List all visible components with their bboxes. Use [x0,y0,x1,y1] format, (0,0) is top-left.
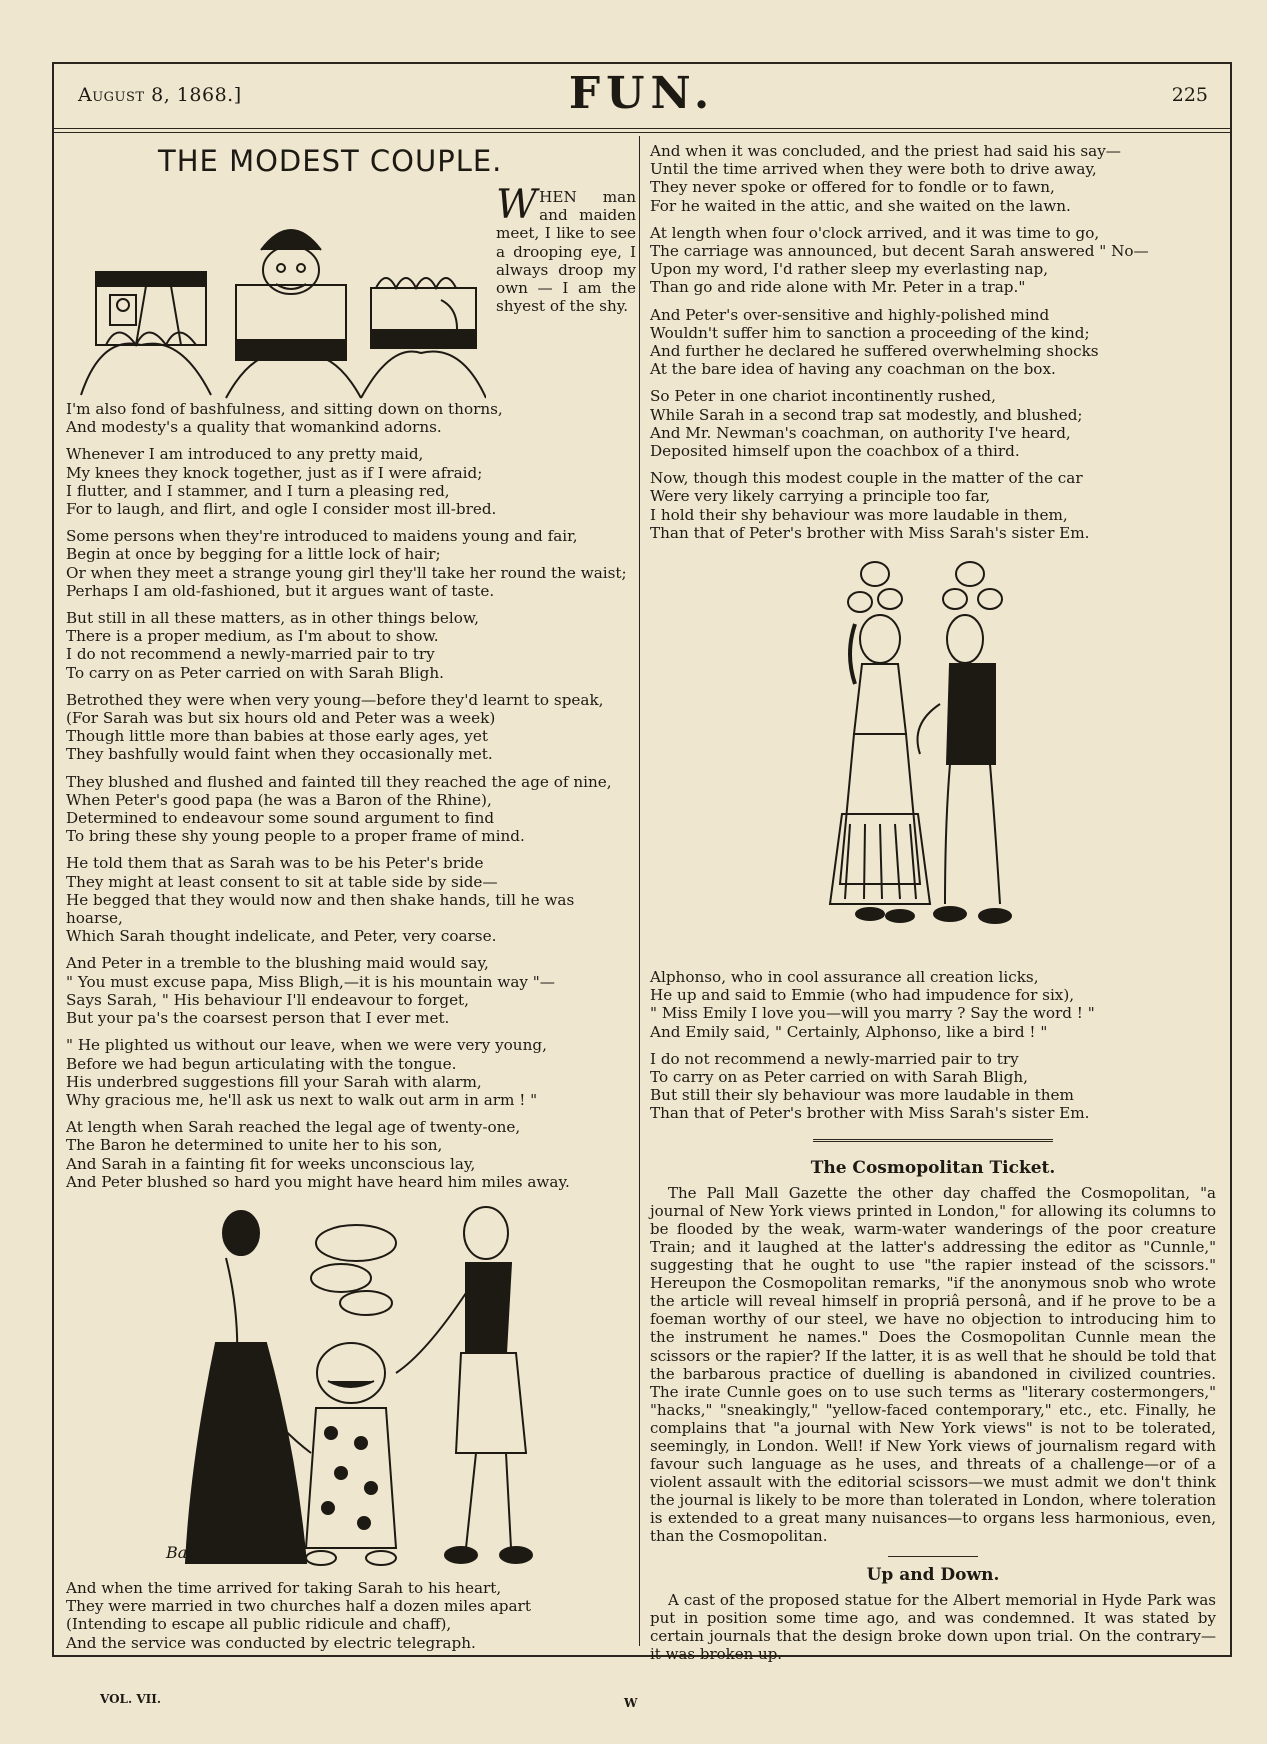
header-rule [52,128,1232,129]
stanza: He told them that as Sarah was to be his Peter's bride They might at least consent to sit at table side by side— He begged that they would now and then shake hands, till he was hoarse, Which Sarah thought indelicate, and Peter, very coarse. [66,854,575,946]
header-rule-2 [52,132,1232,133]
issue-date: August 8, 1868.] [78,84,242,106]
left-column [66,142,636,1652]
article-body: A cast of the proposed statue for the Albert memorial in Hyde Park was put in position some time ago, and was condemned. It was stated by certain journals that the design broke down upon trial. On the contrary—it was broken up. [650,1590,1216,1663]
stanza: Some persons when they're introduced to maidens young and fair, Begin at once by begging for a little lock of hair; Or when they meet a strange young girl they'll take her round the waist; Perhaps I am old-fashioned, but it argues want of taste. [66,527,627,600]
page-header [52,62,1232,126]
three-figures-illustration [76,200,486,400]
stanza: " He plighted us without our leave, when we were very young, Before we had begun articulating with the tongue. His underbred suggestions fill your Sarah with alarm, Why gracious me, he'll ask us next to walk out arm in arm ! " [66,1036,547,1109]
stanza: Betrothed they were when very young—before they'd learnt to speak, (For Sarah was but six hours old and Peter was a week) Though little more than babies at those early ages, yet They bashfully would faint when they occasionally met. [66,690,604,764]
poem-intro-text [496,182,636,316]
poem-title: THE MODEST COUPLE. [158,144,503,178]
stanza: And Peter in a tremble to the blushing maid would say, " You must excuse papa, Miss Bligh,—it is his mountain way "— Says Sarah, " His behaviour I'll endeavour to forget, But your pa's the coarsest person that I ever met. [66,954,555,1028]
stanza: Now, though this modest couple in the matter of the car Were very likely carrying a principle too far, I hold their shy behaviour was more laudable in them, Than that of Peter's brother with Miss Sarah's sister Em. [650,469,1090,542]
stanza: I'm also fond of bashfulness, and sitting down on thorns, And modesty's a quality that womankind adorns. [66,400,503,437]
stanza: They blushed and flushed and fainted till they reached the age of nine, When Peter's good papa (he was a Baron of the Rhine), Determined to endeavour some sound argument to find To bring these shy young people to a proper frame of mind. [66,772,612,846]
stanza: And Peter's over-sensitive and highly-polished mind Wouldn't suffer him to sanction a proceeding of the kind; And further he declared he suffered overwhelming shocks At the bare idea of having any coachman on the box. [650,305,1099,379]
stanza: And when it was concluded, and the priest had said his say— Until the time arrived when they were both to drive away, They never spoke or offered for to fondle or to fawn, For he waited in the attic, and she waited on the lawn. [650,142,1121,215]
wedding-trio-illustration [66,1203,632,1575]
section-divider [813,1139,1053,1144]
article-title: Up and Down. [866,1564,1000,1585]
dropcap: W [496,182,538,228]
article-body: The Pall Mall Gazette the other day chaffed the Cosmopolitan, "a journal of New York views printed in London," for allowing its columns to be flooded by the weak, warm-water wanderings of the poor creature Train; and it laughed at the latter's addressing the editor as "Cunnle," suggesting that he ought to use "the rapier instead of the scissors." Hereupon the Cosmopolitan remarks, "if the anonymous snob who wrote the article will reveal himself in propriâ personâ, and if he prove to be a foeman worthy of our steel, we have no objection to introducing him to the instrument he names." Does the Cosmopolitan Cunnle mean the scissors or the rapier? If the latter, it is as well that he should be told that the barbarous practice of duelling is abandoned in civilized countries. The irate Cunnle goes on to use such terms as "literary costermongers," "hacks," "sneakingly," "yellow-faced contemporary," etc., etc. Finally, he complains that "a journal with New York views" is not to be tolerated, seemingly, in London. Well! if New York views of journalism regard with favour such language as he uses, and threats of a challenge—or of a violent assault with the editorial scissors—we must admit we don't think the journal is likely to be more than tolerated in London, where toleration is extended to a great many nuisances—to organs less harmonious, even, than the Cosmopolitan. [650,1183,1216,1546]
right-column [650,142,1216,1663]
artist-signature: Bab [166,1542,198,1562]
stanza: But still in all these matters, as in other things below, There is a proper medium, as I'm about to show. I do not recommend a newly-married pair to try To carry on as Peter carried on with Sarah Bligh. [66,609,479,682]
column-divider [639,136,640,1646]
stanza: So Peter in one chariot incontinently rushed, While Sarah in a second trap sat modestly, and blushed; And Mr. Newman's coachman, on authority I've heard, Deposited himself upon the coachbox of a third. [650,387,1083,461]
stanza: Whenever I am introduced to any pretty maid, My knees they knock together, just as if I were afraid; I flutter, and I stammer, and I turn a pleasing red, For to laugh, and flirt, and ogle I consider most ill-bred. [66,445,497,519]
couple-illustration [650,554,1216,958]
article-title: The Cosmopolitan Ticket. [810,1157,1056,1178]
page-number: 225 [1171,84,1208,106]
stanza: At length when four o'clock arrived, and it was time to go, The carriage was announced, but decent Sarah answered " No— Upon my word, I'd rather sleep my everlasting nap, Than go and ride alone with Mr. Peter in a trap." [650,223,1149,297]
volume-label: VOL. VII. [100,1692,162,1706]
masthead-title: FUN. [568,68,716,119]
stanza: I do not recommend a newly-married pair to try To carry on as Peter carried on with Sarah Bligh, But still their sly behaviour was more laudable in them Than that of Peter's brother with Miss Sarah's sister Em. [650,1049,1090,1123]
poem-intro [66,182,636,408]
stanza: And when the time arrived for taking Sarah to his heart, They were married in two churches half a dozen miles apart (Intending to escape all public ridicule and chaff), And the service was conducted by electric telegraph. [66,1578,531,1652]
stanza: Alphonso, who in cool assurance all creation licks, He up and said to Emmie (who had impudence for six), " Miss Emily I love you—will you marry ? Say the word ! " And Emily said, " Certainly, Alphonso, like a bird ! " [650,968,1095,1041]
intro-body: HEN man and maiden meet, I like to see a drooping eye, I always droop my own — I am the shyest of the shy. [496,188,636,316]
stanza: At length when Sarah reached the legal age of twenty-one, The Baron he determined to unite her to his son, And Sarah in a fainting fit for weeks unconscious lay, And Peter blushed so hard you might have heard him miles away. [66,1118,570,1191]
signature-mark: W [624,1696,638,1710]
section-divider [888,1556,978,1557]
